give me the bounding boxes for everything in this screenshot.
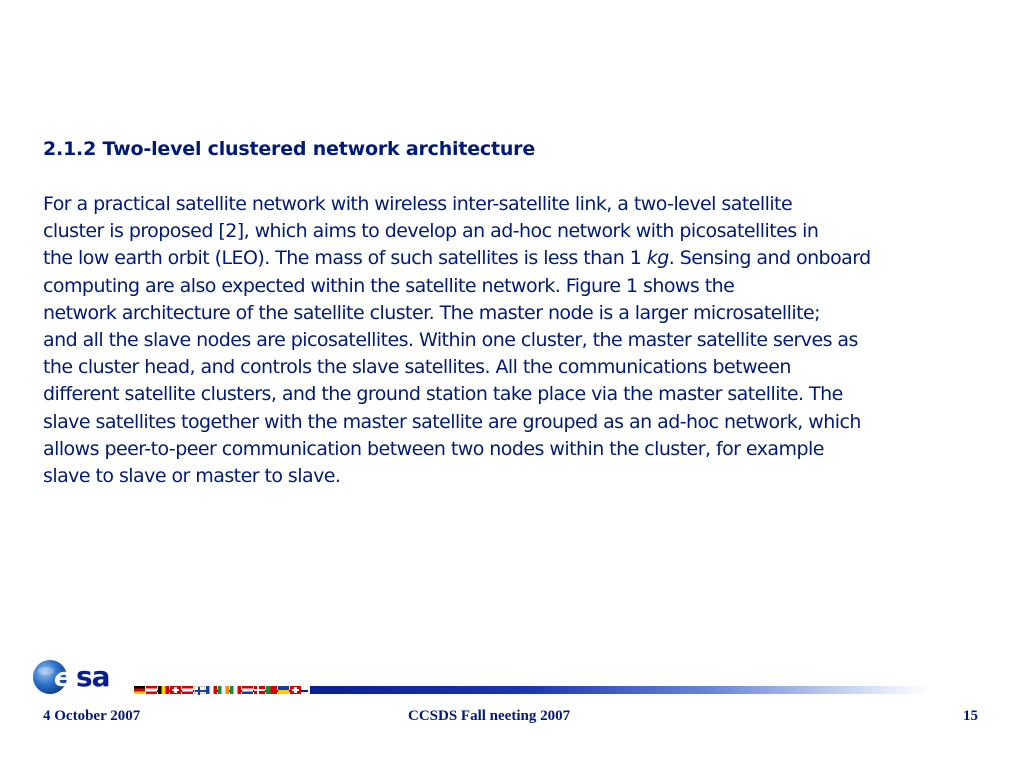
page-number: 15 <box>963 708 978 724</box>
body-line-segment: . Sensing and onboard <box>668 247 871 270</box>
flag-icon <box>266 686 277 694</box>
slide-body-text <box>43 191 1003 490</box>
flag-icon <box>194 686 205 694</box>
slide-heading: 2.1.2 Two-level clustered network architecture <box>43 138 536 160</box>
flag-icon <box>134 686 145 694</box>
body-line <box>43 245 1003 272</box>
svg-text:sa: sa <box>76 660 110 693</box>
flag-icon <box>206 686 217 694</box>
unit-kg: kg <box>646 247 669 270</box>
footer-title: CCSDS Fall neeting 2007 <box>408 708 571 724</box>
flag-icon <box>230 686 241 694</box>
flag-icon <box>218 686 229 694</box>
esa-logo <box>32 655 142 699</box>
body-line: allows peer-to-peer communication between two nodes within the cluster, for example <box>43 437 824 460</box>
flag-icon <box>242 686 253 694</box>
body-line: network architecture of the satellite cluster. The master node is a larger microsatellite; <box>43 301 821 324</box>
body-line: cluster is proposed [2], which aims to develop an ad-hoc network with picosatellites in <box>43 220 819 243</box>
flag-icon <box>158 686 169 694</box>
footer-gradient-bar <box>310 686 930 694</box>
body-line: For a practical satellite network with wireless inter-satellite link, a two-level satellite <box>43 193 793 215</box>
footer-date: 4 October 2007 <box>43 708 141 724</box>
body-line: and all the slave nodes are picosatellites. Within one cluster, the master satellite serves as <box>43 329 858 352</box>
body-line: different satellite clusters, and the ground station take place via the master satellite. The <box>43 383 843 406</box>
flag-icon <box>170 686 181 694</box>
flag-icon <box>290 686 301 694</box>
flag-icon <box>254 686 265 694</box>
body-line: slave to slave or master to slave. <box>43 465 341 488</box>
body-line-segment: the low earth orbit (LEO). The mass of such satellites is less than 1 <box>43 247 647 270</box>
body-line: slave satellites together with the master satellite are grouped as an ad-hoc network, which <box>43 410 861 433</box>
flag-icon <box>278 686 289 694</box>
flag-icon <box>146 686 157 694</box>
flag-icon <box>182 686 193 694</box>
svg-text:e: e <box>54 663 72 693</box>
body-line: computing are also expected within the satellite network. Figure 1 shows the <box>43 274 735 297</box>
member-flags <box>134 686 301 694</box>
body-line: the cluster head, and controls the slave satellites. All the communications between <box>43 356 791 379</box>
